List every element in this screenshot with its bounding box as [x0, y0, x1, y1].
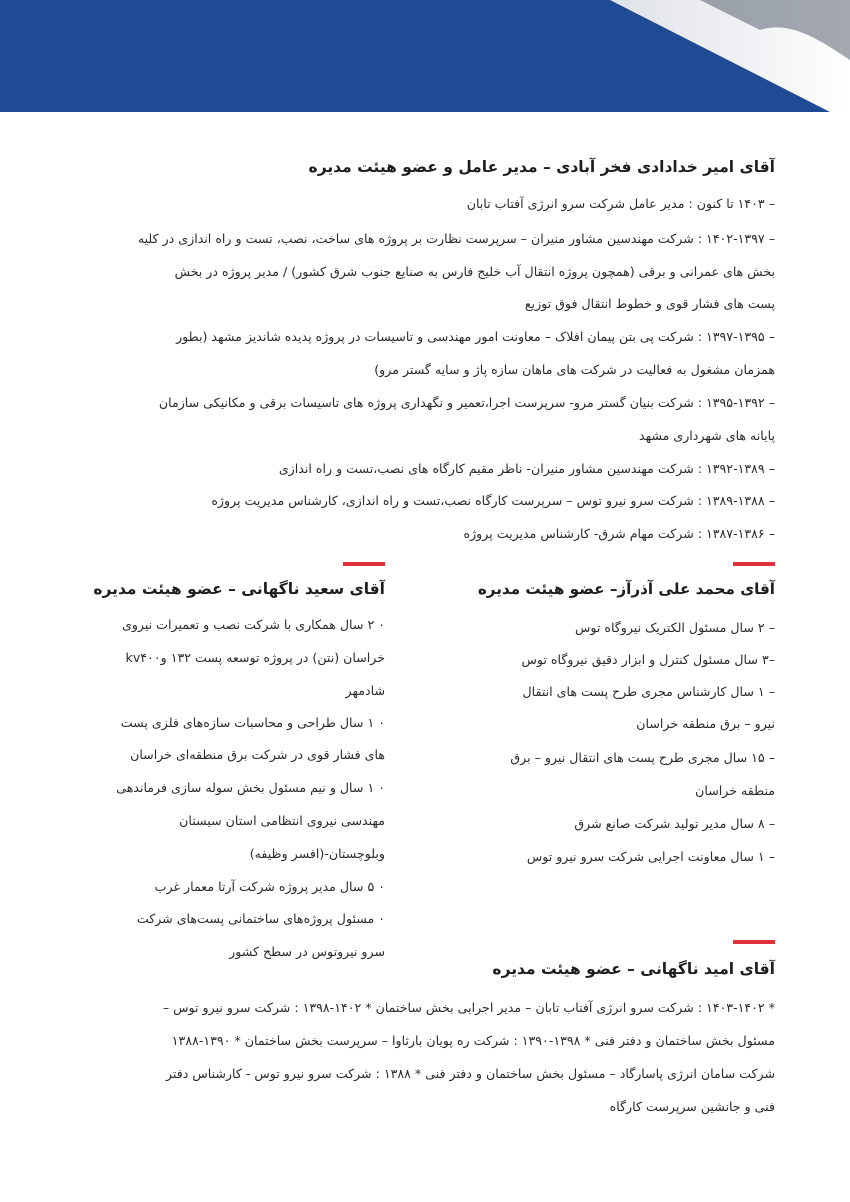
section3-line: وبلوچستان-(افسر وظیفه)	[249, 846, 385, 861]
section-divider	[343, 562, 385, 566]
section2-heading: آقای محمد علی آذرآز– عضو هیئت مدیره	[477, 580, 775, 598]
section3-line: ٠ مسئول پروژه‌های ساختمانی پست‌های شرکت	[136, 911, 385, 926]
section4-line: شرکت سامان انرژی پاسارگاد – مسئول بخش ساختمان و دفتر فنی * ۱۳۸۸ : شرکت سرو نیرو توس - کارشناس دفتر	[165, 1066, 775, 1081]
section-divider	[733, 562, 775, 566]
section3-line: های فشار قوی در شرکت برق منطقه‌ای خراسان	[130, 747, 385, 762]
section1-line: – ۱۳۸۹-۱۳۸۸ : شرکت سرو نیرو توس – سرپرست کارگاه نصب،تست و راه اندازی، کارشناس مدیریت پروژه	[211, 493, 775, 508]
section1-line: پایانه های شهرداری مشهد	[638, 428, 775, 443]
section2-line: – ۱ سال معاونت اجرایی شرکت سرو نیرو توس	[526, 849, 775, 864]
section2-line: – ۱۵ سال مجری طرح پست های انتقال نیرو – برق	[510, 750, 775, 765]
section1-heading: آقای امیر خدادادی فخر آبادی – مدیر عامل و عضو هیئت مدیره	[308, 158, 775, 176]
section4-line: مسئول بخش ساختمان و دفتر فنی * ۱۳۹۸-۱۳۹۰ : شرکت ره پویان بارثاوا – سرپرست بخش ساختمان * ۱۳۹۰-۱۳۸۸	[171, 1033, 775, 1048]
section1-line: – ۱۳۹۵-۱۳۹۲ : شرکت بنیان گستر مرو- سرپرست اجرا،تعمیر و نگهداری پروژه های تاسیسات برقی و مکانیکی سازمان	[158, 395, 775, 410]
section3-line: شادمهر	[345, 683, 385, 698]
section-divider	[733, 940, 775, 944]
section1-line: پست های فشار قوی و خطوط انتقال فوق توزیع	[524, 296, 775, 311]
section1-line: – ۱۳۹۲-۱۳۸۹ : شرکت مهندسین مشاور منیران- ناظر مقیم کارگاه های نصب،تست و راه اندازی	[278, 461, 775, 476]
section3-line: سرو نیروتوس در سطح کشور	[229, 944, 385, 959]
section1-line: – ۱۳۸۷-۱۳۸۶ : شرکت مهام شرق- کارشناس مدیریت پروژه	[463, 526, 775, 541]
section1-line: بخش های عمرانی و برقی (همچون پروژه انتقال آب خلیج فارس به صنایع جنوب شرق کشور) / مدیر پروژه در بخش	[174, 264, 775, 279]
section1-line: – ۱۴۰۲-۱۳۹۷ : شرکت مهندسین مشاور منیران – سرپرست نظارت بر پروژه های ساخت، نصب، تست و راه اندازی در کلیه	[137, 231, 775, 246]
section3-line: ٠ ۱ سال و نیم مسئول بخش سوله سازی فرماندهی	[116, 780, 385, 795]
section2-line: – ۱ سال کارشناس مجری طرح پست های انتقال	[522, 684, 775, 699]
section2-line: منطقه خراسان	[695, 783, 775, 798]
section3-heading: آقای سعید ناگهانی – عضو هیئت مدیره	[93, 580, 385, 598]
section3-line: ٠ ۲ سال همکاری با شرکت نصب و تعمیرات نیروی	[121, 617, 385, 632]
section2-line: نیرو – برق منطقه خراسان	[636, 716, 775, 731]
section4-line: * ۱۴۰۳-۱۴۰۲ : شرکت سرو انرژی آفتاب تابان – مدیر اجرایی بخش ساختمان * ۱۴۰۲-۱۳۹۸ : شرکت سرو نیرو توس –	[162, 1000, 775, 1015]
section2-line: – ۲ سال مسئول الکتریک نیروگاه توس	[574, 620, 775, 635]
section4-heading: آقای امید ناگهانی – عضو هیئت مدیره	[492, 960, 775, 978]
section4-line: فنی و جانشین سرپرست کارگاه	[609, 1099, 775, 1114]
section1-line: – ۱۳۹۷-۱۳۹۵ : شرکت پی بتن پیمان افلاک – معاونت امور مهندسی و تاسیسات در پروژه پدیده شاندیز مشهد (بطور	[176, 329, 775, 344]
section3-line: ٠ ۱ سال طراحی و محاسبات سازه‌های فلزی پست	[120, 715, 385, 730]
section3-line: مهندسی نیروی انتظامی استان سیستان	[179, 813, 385, 828]
section3-line: خراسان (نتن) در پروژه توسعه پست ۱۳۲ وkv۴۰۰	[125, 650, 385, 665]
section1-line: – ۱۴۰۳ تا کنون : مدیر عامل شرکت سرو انرژی آفتاب تابان	[466, 196, 775, 211]
section1-line: همزمان مشغول به فعالیت در شرکت های ماهان سازه پاژ و سایه گستر مرو)	[374, 362, 775, 377]
section2-line: –۳ سال مسئول کنترل و ابزار دقیق نیروگاه توس	[521, 652, 775, 667]
section2-line: – ۸ سال مدیر تولید شرکت صانع شرق	[574, 816, 775, 831]
section3-line: ٠ ۵ سال مدیر پروژه شرکت آرتا معمار غرب	[154, 879, 385, 894]
